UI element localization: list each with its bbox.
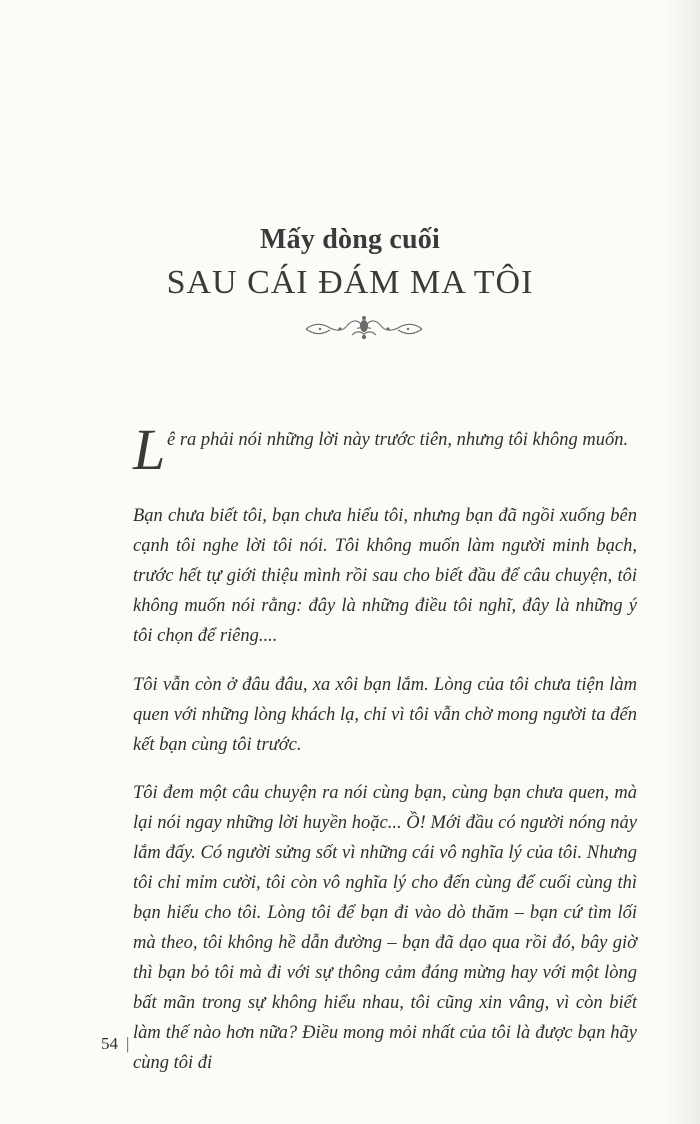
paragraph: Tôi đem một câu chuyện ra nói cùng bạn, cùng bạn chưa quen, mà lại nói ngay những lời huyền hoặc... Ồ! Mới đầu có người nóng nảy lắm đấy. Có người sửng sốt vì những cái vô nghĩa lý của tôi. Nhưng tôi chỉ mỉm cười, tôi còn vô nghĩa lý cho đến cùng để cuối cùng thì bạn hiểu cho tôi. Lòng tôi để bạn đi vào dò thăm – bạn cứ tìm lối mà theo, tôi không hề dẫn đường – bạn đã dạo qua rồi đó, bây giờ thì bạn bỏ tôi mà đi với sự thông cảm đáng mừng hay với một lòng bất mãn trong sự không hiểu nhau, tôi cũng xin vâng, vì còn biết làm thế nào hơn nữa? Điều mong mỏi nhất của tôi là được bạn hãy cùng tôi đi	[133, 783, 637, 1073]
chapter-heading	[0, 222, 700, 306]
paragraph: Tôi vẫn còn ở đâu đâu, xa xôi bạn lắm. Lòng của tôi chưa tiện làm quen với những lòng khách lạ, chỉ vì tôi vẫn chờ mong người ta đến kết bạn cùng tôi trước.	[133, 674, 637, 755]
first-paragraph-text: ê ra phải nói những lời này trước tiên, nhưng tôi không muốn.	[167, 430, 629, 450]
first-paragraph	[133, 417, 637, 485]
chapter-body	[133, 417, 637, 1097]
drop-cap: L	[133, 417, 166, 482]
page-footer	[101, 1034, 129, 1054]
footer-separator: |	[126, 1034, 130, 1053]
chapter-subtitle: Mấy dòng cuối	[260, 224, 440, 255]
chapter-title: SAU CÁI ĐÁM MA TÔI	[166, 264, 534, 301]
paragraph: Bạn chưa biết tôi, bạn chưa hiểu tôi, nhưng bạn đã ngồi xuống bên cạnh tôi nghe lời tôi nói. Tôi không muốn làm người minh bạch, trước hết tự giới thiệu mình rồi sau cho biết đầu để câu chuyện, tôi không muốn nói rằng: đây là những điều tôi nghĩ, đây là những ý tôi chọn để riêng....	[133, 506, 637, 646]
page-gutter-shadow	[664, 0, 700, 1124]
floral-ornament-icon	[300, 315, 428, 343]
page-number: 54	[101, 1034, 118, 1053]
